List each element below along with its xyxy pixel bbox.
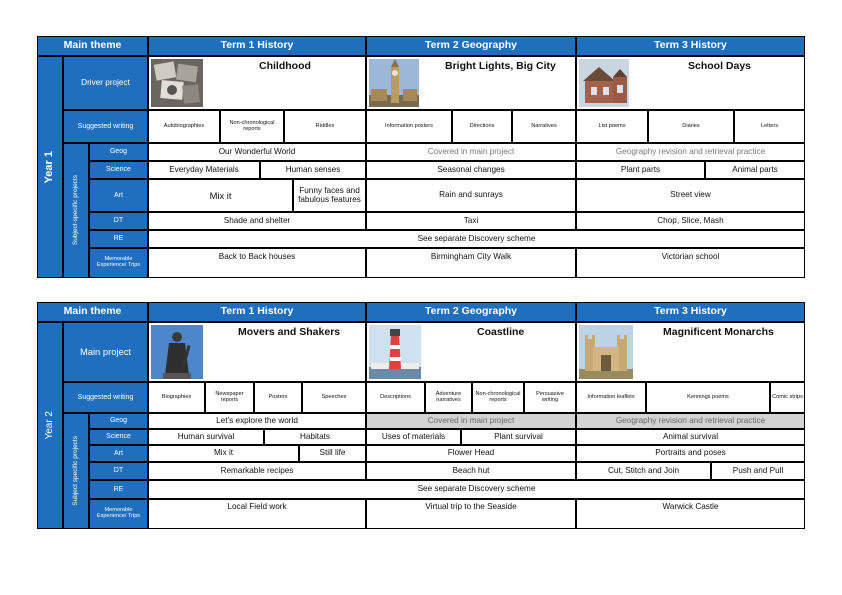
y2-science-t1b: Habitats	[265, 430, 365, 444]
y2-year-label: Year 2	[38, 323, 62, 528]
y1-project-t3	[577, 57, 804, 109]
y2-art-label: Art	[90, 446, 147, 461]
y2-re-label: RE	[90, 481, 147, 498]
y2-science-t2a: Uses of materials	[367, 430, 460, 444]
y2-mem-t3: Warwick Castle	[577, 500, 804, 528]
y2-art-t3: Portraits and poses	[577, 446, 804, 461]
y1-project-t1-title: Childhood	[259, 60, 311, 72]
y2-mem-t2: Virtual trip to the Seaside	[367, 500, 575, 528]
y1-geog-label: Geog	[90, 144, 147, 160]
y1-dt-t2: Taxi	[367, 213, 575, 229]
year1-table	[37, 36, 805, 278]
y2-dt-t3b: Push and Pull	[712, 463, 804, 479]
y1-writing-t1-2: Riddles	[285, 111, 365, 142]
y1-writing-t2-1: Directions	[453, 111, 511, 142]
y2-writing-t3-1: Kennings poems	[647, 383, 769, 412]
y1-term2-header: Term 2 Geography	[367, 37, 575, 55]
y2-writing-t1-1: Newspaper reports	[206, 383, 253, 412]
y1-mem-label: Memorable Experience/ Trips	[90, 249, 147, 277]
y1-science-t1a: Everyday Materials	[149, 162, 259, 178]
y2-ssp-label: Subject specific projects	[64, 414, 88, 528]
y2-term1-header: Term 1 History	[149, 303, 365, 321]
y2-mem-label: Memorable Experience/ Trips	[90, 500, 147, 528]
y2-art-t1b: Still life	[300, 446, 365, 461]
y2-project-t3-title: Magnificent Monarchs	[663, 326, 774, 338]
y1-dt-t1: Shade and shelter	[149, 213, 365, 229]
y2-dt-t2: Beach hut	[367, 463, 575, 479]
y2-term2-header: Term 2 Geography	[367, 303, 575, 321]
y1-driver-label: Driver project	[64, 57, 147, 109]
y2-writing-t2-3: Persuasive writing	[525, 383, 575, 412]
y1-re-all: See separate Discovery scheme	[149, 231, 804, 247]
y2-writing-t1-2: Posters	[255, 383, 301, 412]
y2-writing-t3-2: Comic strips	[771, 383, 804, 412]
y2-term3-header: Term 3 History	[577, 303, 804, 321]
y2-art-t1a: Mix it	[149, 446, 298, 461]
statue-image	[151, 325, 203, 379]
y1-geog-t2: Covered in main project	[367, 144, 575, 160]
castle-image	[579, 325, 633, 379]
y1-writing-t3-0: List poems	[577, 111, 647, 142]
y2-writing-t3-0: Information leaflets	[577, 383, 645, 412]
y2-main-theme-header: Main theme	[38, 303, 147, 321]
y1-art-t3: Street view	[577, 180, 804, 211]
y2-geog-label: Geog	[90, 414, 147, 428]
y1-writing-t3-1: Diaries	[649, 111, 733, 142]
y2-geog-t2: Covered in main project	[367, 414, 575, 428]
y1-mem-t2: Birmingham City Walk	[367, 249, 575, 277]
y2-dt-label: DT	[90, 463, 147, 479]
y2-writing-t2-0: Descriptions	[367, 383, 424, 412]
y1-year-label: Year 1	[38, 57, 62, 277]
y1-science-t2: Seasonal changes	[367, 162, 575, 178]
y2-geog-t3: Geography revision and retrieval practice	[577, 414, 804, 428]
y1-project-t2	[367, 57, 575, 109]
y1-project-t1	[149, 57, 365, 109]
y1-writing-t1-0: Autobiographies	[149, 111, 219, 142]
y1-main-theme-header: Main theme	[38, 37, 147, 55]
y1-project-t3-title: School Days	[688, 60, 752, 72]
y1-art-t2: Rain and sunrays	[367, 180, 575, 211]
y1-writing-t1-1: Non-chronological reports	[221, 111, 283, 142]
y2-main-label: Main project	[64, 323, 147, 381]
y1-term3-header: Term 3 History	[577, 37, 804, 55]
y1-science-t1b: Human senses	[261, 162, 365, 178]
y1-geog-t3: Geography revision and retrieval practice	[577, 144, 804, 160]
y1-science-t3b: Animal parts	[706, 162, 804, 178]
y2-mem-t1: Local Field work	[149, 500, 365, 528]
y2-science-t1a: Human survival	[149, 430, 263, 444]
y2-geog-t1: Let’s explore the world	[149, 414, 365, 428]
y1-science-label: Science	[90, 162, 147, 178]
y2-writing-t1-3: Speeches	[303, 383, 365, 412]
y1-dt-label: DT	[90, 213, 147, 229]
lighthouse-image	[369, 325, 421, 379]
year2-table	[37, 302, 805, 529]
y2-writing-label: Suggested writing	[64, 383, 147, 412]
y1-mem-t1: Back to Back houses	[149, 249, 365, 277]
y2-re-all: See separate Discovery scheme	[149, 481, 804, 498]
y2-project-t1-title: Movers and Shakers	[238, 326, 341, 338]
school-building-image	[579, 59, 629, 107]
y2-science-t2b: Plant survival	[462, 430, 575, 444]
y1-ssp-label: Subject-specific projects	[64, 144, 88, 277]
y2-writing-t2-1: Adventure narratives	[426, 383, 471, 412]
y2-dt-t3a: Cut, Stitch and Join	[577, 463, 710, 479]
y2-project-t2-title: Coastline	[477, 326, 525, 338]
big-ben-image	[369, 59, 419, 107]
y1-geog-t1: Our Wonderful World	[149, 144, 365, 160]
y2-art-t2: Flower Head	[367, 446, 575, 461]
y1-art-label: Art	[90, 180, 147, 211]
y2-dt-t1: Remarkable recipes	[149, 463, 365, 479]
y1-art-t1b: Funny faces and fabulous features	[294, 180, 365, 211]
y1-science-t3a: Plant parts	[577, 162, 704, 178]
y1-re-label: RE	[90, 231, 147, 247]
y2-science-label: Science	[90, 430, 147, 444]
y2-project-t1	[149, 323, 365, 381]
y1-dt-t3: Chop, Slice, Mash	[577, 213, 804, 229]
y1-writing-t2-0: Information posters	[367, 111, 451, 142]
y2-science-t3: Animal survival	[577, 430, 804, 444]
y1-writing-t3-2: Letters	[735, 111, 804, 142]
y2-writing-t2-2: Non-chronological reports	[473, 383, 523, 412]
y1-art-t1a: Mix it	[149, 180, 292, 211]
childhood-photo-image	[151, 59, 203, 107]
y1-writing-t2-2: Narratives	[513, 111, 575, 142]
y2-writing-t1-0: Biographies	[149, 383, 204, 412]
y1-project-t2-title: Bright Lights, Big City	[445, 60, 556, 72]
y1-writing-label: Suggested writing	[64, 111, 147, 142]
y1-mem-t3: Victorian school	[577, 249, 804, 277]
y2-project-t2	[367, 323, 575, 381]
y1-term1-header: Term 1 History	[149, 37, 365, 55]
y2-project-t3	[577, 323, 804, 381]
